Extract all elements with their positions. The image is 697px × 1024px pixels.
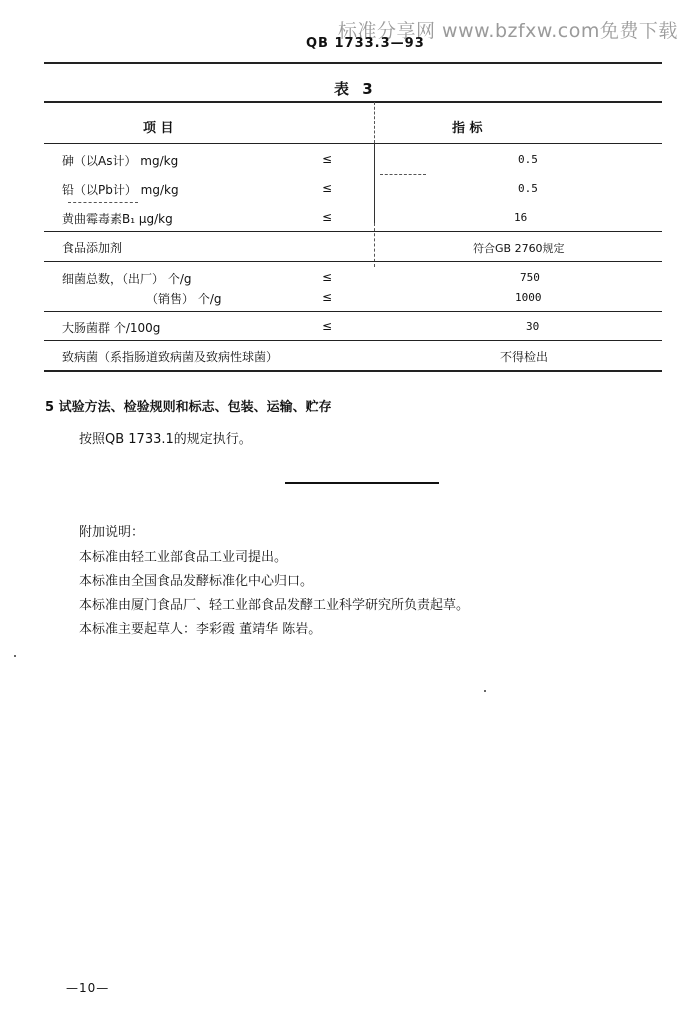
- table-top-rule: [44, 101, 662, 103]
- section-5-heading: 5 试验方法、检验规则和标志、包装、运输、贮存: [45, 400, 332, 415]
- scan-speck: [484, 690, 486, 692]
- row-dash: [380, 174, 426, 175]
- table-bottom-rule: [44, 370, 662, 372]
- notes-line-3: 本标准由厦门食品厂、轻工业部食品发酵工业科学研究所负责起草。: [79, 598, 470, 613]
- row-coliform-item: 大肠菌群 个/100g: [62, 321, 161, 335]
- row-bacteria-factory-item: 细菌总数，（出厂） 个/g: [62, 272, 192, 286]
- rule-after-bacteria: [44, 311, 662, 312]
- row-lead-op: ≤: [322, 181, 333, 195]
- column-separator: [374, 143, 375, 223]
- row-coliform-value: 30: [526, 320, 540, 333]
- rule-after-aflatoxin: [44, 231, 662, 232]
- standard-number: QB 1733.3—93: [306, 36, 425, 51]
- notes-line-1: 本标准由轻工业部食品工业司提出。: [79, 550, 288, 565]
- header-rule: [44, 62, 662, 64]
- rule-after-coliform: [44, 340, 662, 341]
- scan-speck: [14, 655, 16, 657]
- row-bacteria-factory-value: 750: [520, 271, 540, 284]
- page-number: —10—: [66, 981, 110, 995]
- row-additives-item: 食品添加剂: [62, 241, 123, 255]
- row-bacteria-sale-op: ≤: [322, 290, 333, 304]
- row-lead-item: 铅（以Pb计） mg/kg: [62, 183, 179, 197]
- row-pathogen-value: 不得检出: [500, 350, 549, 364]
- row-coliform-op: ≤: [322, 319, 333, 333]
- row-lead-value: 0.5: [518, 182, 538, 195]
- table-caption: 表 3: [334, 80, 377, 98]
- row-bacteria-factory-op: ≤: [322, 270, 333, 284]
- section-5-body: 按照QB 1733.1的规定执行。: [79, 432, 252, 447]
- row-additives-value: 符合GB 2760规定: [473, 242, 565, 255]
- row-arsenic-op: ≤: [322, 152, 333, 166]
- row-bacteria-sale-value: 1000: [515, 291, 542, 304]
- row-arsenic-item: 砷（以As计） mg/kg: [62, 154, 179, 168]
- header-item: 项 目: [143, 121, 174, 136]
- row-aflatoxin-value: 16: [514, 211, 528, 224]
- watermark-text: 标准分享网 www.bzfxw.com免费下载: [338, 20, 678, 42]
- row-aflatoxin-item: 黄曲霉毒素B₁ μg/kg: [62, 212, 173, 226]
- notes-line-4: 本标准主要起草人：李彩霞 董靖华 陈岩。: [79, 622, 322, 637]
- row-aflatoxin-op: ≤: [322, 210, 333, 224]
- row-dash: [68, 202, 138, 203]
- rule-after-additives: [44, 261, 662, 262]
- header-bottom-rule: [44, 143, 662, 144]
- end-rule: [285, 482, 439, 484]
- row-bacteria-sale-item: （销售） 个/g: [146, 292, 222, 306]
- header-separator: [374, 102, 375, 143]
- header-index: 指 标: [452, 121, 483, 136]
- notes-title: 附加说明：: [79, 525, 145, 540]
- row-arsenic-value: 0.5: [518, 153, 538, 166]
- row-pathogen-item: 致病菌（系指肠道致病菌及致病性球菌）: [62, 350, 279, 364]
- notes-line-2: 本标准由全国食品发酵标准化中心归口。: [79, 574, 314, 589]
